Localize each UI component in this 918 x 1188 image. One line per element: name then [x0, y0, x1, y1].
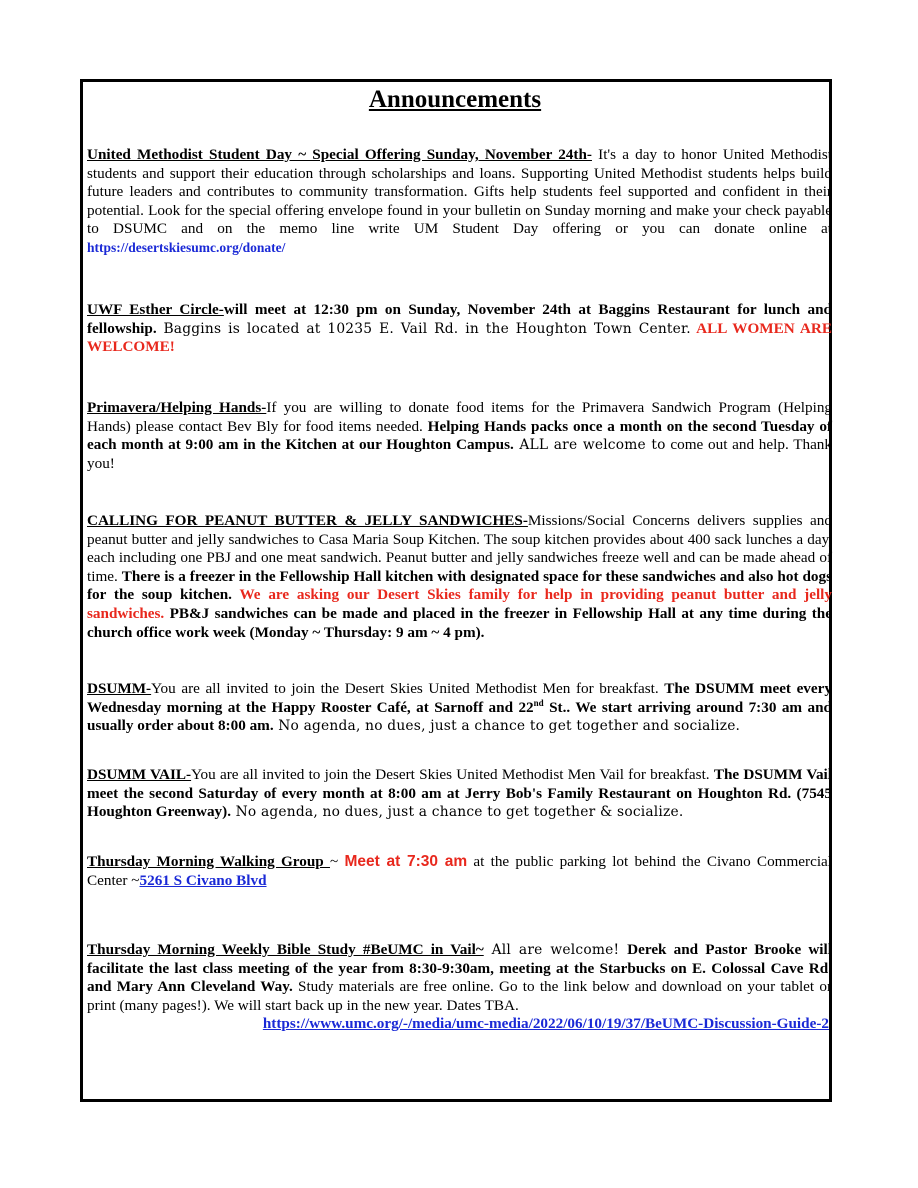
helping-hands-thanks: come out and help. Thank you!: [87, 436, 832, 472]
helping-hands-body: If you are willing to donate food items for the Primavera Sandwich Program (Helping Hands) please contact Bev Bly for food items needed.: [87, 399, 833, 435]
walking-group-tilde: ~: [329, 853, 345, 870]
dsumm-announcement: [87, 680, 832, 736]
dsumm-heading: DSUMM-: [87, 680, 152, 697]
pbj-heading: CALLING FOR PEANUT BUTTER & JELLY SANDWICHES-: [87, 512, 528, 529]
student-day-announcement: [87, 146, 832, 258]
pbj-dropoff: PB&J sandwiches can be made and placed in the freezer in Fellowship Hall at any time during the church office work week (Monday ~ Thursday: 9 am ~ 4 pm).: [87, 604, 832, 641]
student-day-heading: United Methodist Student Day ~ Special Offering Sunday, November 24th-: [87, 146, 592, 163]
dsumm-ordinal: nd: [533, 697, 544, 708]
student-day-body: It's a day to honor United Methodist students and support their education through scholarships and loans. Supporting United Methodist students helps build future leaders and contributes to community transformation. Gifts help students feel supported and confident in their potential. Look for the special offering envelope found in your bulletin on Sunday morning and make your check payable to DSUMC and on the memo line write UM Student Day offering or you can donate online at: [87, 146, 832, 238]
bible-study-welcome: All are welcome!: [483, 942, 628, 958]
civano-address-link[interactable]: 5261 S Civano Blvd: [139, 871, 267, 889]
dsumm-vail-schedule: The DSUMM Vail meet the second Saturday of every month at 8:00 am at Jerry Bob's Family Restaurant on Houghton Rd. (7545 Houghton Greenway).: [87, 766, 832, 821]
pbj-body: Missions/Social Concerns delivers supplies and peanut butter and jelly sandwiches to Casa Maria Soup Kitchen. The soup kitchen provides about 400 sack lunches a day, each including one PBJ and one meat sandwich. Peanut butter and jelly sandwiches freeze well and can be made ahead of time.: [87, 512, 832, 585]
esther-circle-time: will meet at 12:30 pm on Sunday, November 24th at Baggins Restaurant for lunch and fellowship.: [87, 301, 832, 337]
dsumm-vail-note: No agenda, no dues, just a chance to get together & socialize.: [231, 804, 684, 821]
walking-group-body: at the public parking lot behind the Civano Commercial Center ~: [87, 853, 833, 889]
bible-study-materials: Study materials are free online. Go to the link below and download on your tablet or print (many pages!). We will start back up in the new year. Dates TBA.: [87, 978, 832, 1014]
dsumm-arrival: St.. We start arriving around 7:30 am and usually order about 8:00 am.: [87, 698, 832, 735]
dsumm-body: You are all invited to join the Desert Skies United Methodist Men for breakfast.: [151, 680, 665, 697]
pbj-announcement: [87, 512, 832, 642]
walking-group-announcement: [87, 853, 832, 890]
pbj-freezer-note: There is a freezer in the Fellowship Hall kitchen with designated space for these sandwiches and also hot dogs for the soup kitchen.: [87, 567, 832, 604]
pbj-request: We are asking our Desert Skies family for help in providing peanut butter and jelly sandwiches.: [87, 586, 833, 622]
dsumm-vail-body: You are all invited to join the Desert Skies United Methodist Men Vail for breakfast.: [191, 766, 714, 783]
page-title: Announcements: [368, 86, 542, 113]
walking-group-heading: Thursday Morning Walking Group: [87, 853, 330, 870]
walking-group-time: Meet at 7:30 am: [344, 853, 468, 870]
donate-link[interactable]: https://desertskiesumc.org/donate/: [87, 239, 286, 255]
helping-hands-welcome: ALL are welcome to: [513, 437, 666, 454]
bible-study-announcement: [87, 941, 832, 1034]
bible-study-heading: Thursday Morning Weekly Bible Study #BeUMC in Vail~: [87, 941, 484, 958]
dsumm-note: No agenda, no dues, just a chance to get together and socialize.: [273, 718, 741, 735]
esther-circle-heading: UWF Esther Circle-: [87, 301, 224, 318]
esther-circle-announcement: [87, 301, 832, 357]
helping-hands-schedule: Helping Hands packs once a month on the second Tuesday of each month at 9:00 am in the Kitchen at our Houghton Campus.: [87, 417, 832, 454]
esther-circle-welcome: ALL WOMEN ARE WELCOME!: [87, 319, 832, 356]
dsumm-schedule: The DSUMM meet every Wednesday morning at the Happy Rooster Café, at Sarnoff and 22: [87, 680, 832, 716]
bible-study-details: Derek and Pastor Brooke will facilitate the last class meeting of the year from 8:30-9:30am, meeting at the Starbucks on E. Colossal Cave Rd. and Mary Ann Cleveland Way.: [87, 941, 832, 996]
dsumm-vail-announcement: [87, 766, 832, 822]
dsumm-vail-heading: DSUMM VAIL-: [87, 766, 192, 783]
helping-hands-announcement: [87, 399, 832, 473]
beumc-guide-link[interactable]: https://www.umc.org/-/media/umc-media/2022/06/10/19/37/BeUMC-Discussion-Guide-2: [262, 1015, 829, 1033]
esther-circle-location: Baggins is located at 10235 E. Vail Rd. in the Houghton Town Center.: [156, 320, 691, 337]
helping-hands-heading: Primavera/Helping Hands-: [87, 399, 267, 416]
